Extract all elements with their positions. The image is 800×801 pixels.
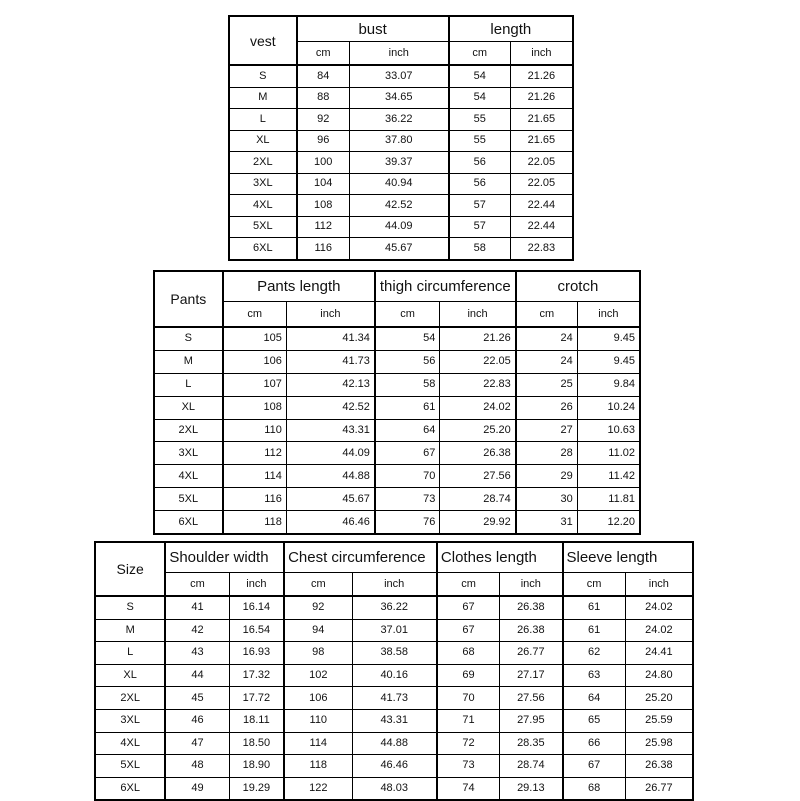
shoulder-width-header: Shoulder width [165, 542, 284, 573]
unit-cm: cm [165, 573, 229, 597]
table-cell: 96 [297, 130, 350, 152]
table-row [154, 419, 640, 442]
size-label: 4XL [95, 732, 165, 755]
table-cell: 71 [437, 709, 500, 732]
table-cell: 49 [165, 777, 229, 800]
table-cell: 28.74 [500, 755, 563, 778]
table-cell: 28.74 [440, 488, 516, 511]
table-cell: 65 [563, 709, 626, 732]
table-cell: 28 [516, 442, 578, 465]
unit-cm: cm [297, 42, 350, 66]
table-cell: 19.29 [229, 777, 284, 800]
size-label: S [229, 65, 297, 87]
table-cell: 69 [437, 664, 500, 687]
table-cell: 73 [437, 755, 500, 778]
table-cell: 55 [449, 109, 511, 131]
table-cell: 107 [223, 373, 287, 396]
table-cell: 26.38 [500, 619, 563, 642]
table-cell: 46 [165, 709, 229, 732]
table-cell: 118 [223, 511, 287, 534]
table-row [229, 216, 573, 238]
table-cell: 37.01 [352, 619, 437, 642]
table-cell: 48 [165, 755, 229, 778]
size-label: 2XL [95, 687, 165, 710]
table-cell: 36.22 [349, 109, 448, 131]
table-cell: 73 [375, 488, 440, 511]
size-label: 6XL [154, 511, 223, 534]
table-cell: 110 [284, 709, 352, 732]
table-cell: 44.88 [286, 465, 375, 488]
size-label: S [95, 596, 165, 619]
table-cell: 112 [223, 442, 287, 465]
table-cell: 67 [375, 442, 440, 465]
unit-inch: inch [352, 573, 437, 597]
size-label: 6XL [95, 777, 165, 800]
size-label: 2XL [154, 419, 223, 442]
table-cell: 106 [223, 350, 287, 373]
table-cell: 27.95 [500, 709, 563, 732]
table-cell: 33.07 [349, 65, 448, 87]
table-cell: 24 [516, 327, 578, 350]
table-cell: 22.83 [510, 238, 573, 260]
length-header: length [449, 16, 573, 42]
size-label: 5XL [95, 755, 165, 778]
table-cell: 64 [375, 419, 440, 442]
table-row [95, 732, 693, 755]
table-cell: 22.44 [510, 195, 573, 217]
table-cell: 43.31 [352, 709, 437, 732]
table-cell: 57 [449, 195, 511, 217]
table-cell: 25.98 [625, 732, 693, 755]
table-cell: 24 [516, 350, 578, 373]
table-cell: 61 [563, 596, 626, 619]
table-cell: 24.02 [625, 619, 693, 642]
table-row [154, 396, 640, 419]
table-cell: 56 [375, 350, 440, 373]
top-size-table [94, 541, 694, 801]
clothes-length-header: Clothes length [437, 542, 563, 573]
table-cell: 25.20 [440, 419, 516, 442]
unit-cm: cm [375, 302, 440, 328]
table-cell: 10.63 [577, 419, 640, 442]
size-label: 3XL [154, 442, 223, 465]
size-label: XL [95, 664, 165, 687]
table-cell: 17.72 [229, 687, 284, 710]
size-label: 6XL [229, 238, 297, 260]
table-row [95, 596, 693, 619]
unit-cm: cm [223, 302, 287, 328]
table-cell: 47 [165, 732, 229, 755]
chest-circumference-header: Chest circumference [284, 542, 437, 573]
table-cell: 41.73 [352, 687, 437, 710]
table-cell: 40.94 [349, 173, 448, 195]
table-cell: 26.38 [440, 442, 516, 465]
table-row [154, 350, 640, 373]
table-cell: 26.77 [500, 642, 563, 665]
table-cell: 67 [563, 755, 626, 778]
size-label: L [154, 373, 223, 396]
table-cell: 92 [297, 109, 350, 131]
table-cell: 116 [223, 488, 287, 511]
table-cell: 84 [297, 65, 350, 87]
table-row [95, 619, 693, 642]
table-cell: 26.38 [625, 755, 693, 778]
size-label: 5XL [154, 488, 223, 511]
table-cell: 41.34 [286, 327, 375, 350]
table-row [229, 173, 573, 195]
crotch-header: crotch [516, 271, 640, 302]
table-cell: 41.73 [286, 350, 375, 373]
table-cell: 44.88 [352, 732, 437, 755]
table-cell: 74 [437, 777, 500, 800]
table-cell: 21.65 [510, 109, 573, 131]
table-cell: 18.50 [229, 732, 284, 755]
table-cell: 26 [516, 396, 578, 419]
table-cell: 88 [297, 87, 350, 109]
table-cell: 9.45 [577, 350, 640, 373]
table-cell: 36.22 [352, 596, 437, 619]
table-cell: 108 [223, 396, 287, 419]
table-cell: 24.02 [440, 396, 516, 419]
pants-length-header: Pants length [223, 271, 375, 302]
unit-inch: inch [440, 302, 516, 328]
size-label: XL [154, 396, 223, 419]
table-row [154, 442, 640, 465]
table-row [95, 687, 693, 710]
table-cell: 72 [437, 732, 500, 755]
table-cell: 17.32 [229, 664, 284, 687]
table-cell: 27 [516, 419, 578, 442]
unit-inch: inch [500, 573, 563, 597]
unit-cm: cm [563, 573, 626, 597]
size-label: 3XL [95, 709, 165, 732]
table-cell: 11.42 [577, 465, 640, 488]
table-cell: 18.90 [229, 755, 284, 778]
table-row [229, 130, 573, 152]
unit-inch: inch [349, 42, 448, 66]
bust-header: bust [297, 16, 449, 42]
table-cell: 98 [284, 642, 352, 665]
table-cell: 56 [449, 173, 511, 195]
table-row [229, 238, 573, 260]
table-cell: 11.02 [577, 442, 640, 465]
unit-inch: inch [286, 302, 375, 328]
unit-inch: inch [577, 302, 640, 328]
table-cell: 114 [284, 732, 352, 755]
table-cell: 70 [437, 687, 500, 710]
table-cell: 45 [165, 687, 229, 710]
table-cell: 54 [449, 87, 511, 109]
table-cell: 42 [165, 619, 229, 642]
table-cell: 100 [297, 152, 350, 174]
table-cell: 122 [284, 777, 352, 800]
size-label: 4XL [154, 465, 223, 488]
unit-inch: inch [625, 573, 693, 597]
table-cell: 22.44 [510, 216, 573, 238]
table-cell: 48.03 [352, 777, 437, 800]
vest-table-title: vest [229, 16, 297, 65]
table-cell: 54 [449, 65, 511, 87]
table-cell: 24.80 [625, 664, 693, 687]
size-label: XL [229, 130, 297, 152]
top-table-title: Size [95, 542, 165, 596]
vest-table-body [229, 65, 573, 260]
table-cell: 62 [563, 642, 626, 665]
table-cell: 56 [449, 152, 511, 174]
pants-table-title: Pants [154, 271, 223, 327]
unit-cm: cm [449, 42, 511, 66]
table-cell: 10.24 [577, 396, 640, 419]
table-cell: 24.41 [625, 642, 693, 665]
size-label: L [95, 642, 165, 665]
table-cell: 58 [375, 373, 440, 396]
table-cell: 25.20 [625, 687, 693, 710]
table-cell: 61 [563, 619, 626, 642]
table-cell: 110 [223, 419, 287, 442]
size-label: M [229, 87, 297, 109]
table-cell: 21.26 [440, 327, 516, 350]
table-cell: 22.05 [510, 173, 573, 195]
table-cell: 61 [375, 396, 440, 419]
table-cell: 29.13 [500, 777, 563, 800]
table-cell: 67 [437, 596, 500, 619]
table-cell: 24.02 [625, 596, 693, 619]
table-cell: 41 [165, 596, 229, 619]
unit-inch: inch [510, 42, 573, 66]
table-cell: 45.67 [286, 488, 375, 511]
table-cell: 16.54 [229, 619, 284, 642]
table-cell: 27.17 [500, 664, 563, 687]
table-row [154, 373, 640, 396]
top-table-body [95, 596, 693, 800]
table-cell: 92 [284, 596, 352, 619]
table-row [95, 664, 693, 687]
table-cell: 104 [297, 173, 350, 195]
unit-inch: inch [229, 573, 284, 597]
table-row [154, 327, 640, 350]
table-cell: 67 [437, 619, 500, 642]
table-row [95, 777, 693, 800]
table-row [229, 195, 573, 217]
size-label: 2XL [229, 152, 297, 174]
table-cell: 76 [375, 511, 440, 534]
table-cell: 22.83 [440, 373, 516, 396]
table-cell: 9.84 [577, 373, 640, 396]
size-label: L [229, 109, 297, 131]
table-cell: 31 [516, 511, 578, 534]
table-cell: 116 [297, 238, 350, 260]
table-cell: 16.14 [229, 596, 284, 619]
table-cell: 40.16 [352, 664, 437, 687]
table-cell: 22.05 [510, 152, 573, 174]
table-cell: 16.93 [229, 642, 284, 665]
table-cell: 43.31 [286, 419, 375, 442]
table-cell: 21.26 [510, 87, 573, 109]
unit-cm: cm [284, 573, 352, 597]
table-row [95, 709, 693, 732]
unit-cm: cm [516, 302, 578, 328]
table-cell: 39.37 [349, 152, 448, 174]
table-cell: 38.58 [352, 642, 437, 665]
table-cell: 70 [375, 465, 440, 488]
table-cell: 34.65 [349, 87, 448, 109]
table-cell: 26.38 [500, 596, 563, 619]
table-cell: 102 [284, 664, 352, 687]
table-cell: 22.05 [440, 350, 516, 373]
size-label: M [95, 619, 165, 642]
unit-cm: cm [437, 573, 500, 597]
table-cell: 21.65 [510, 130, 573, 152]
table-row [229, 152, 573, 174]
table-cell: 28.35 [500, 732, 563, 755]
table-cell: 66 [563, 732, 626, 755]
table-cell: 105 [223, 327, 287, 350]
table-cell: 63 [563, 664, 626, 687]
table-cell: 108 [297, 195, 350, 217]
table-cell: 26.77 [625, 777, 693, 800]
table-cell: 94 [284, 619, 352, 642]
table-cell: 42.13 [286, 373, 375, 396]
sleeve-length-header: Sleeve length [563, 542, 694, 573]
table-row [154, 488, 640, 511]
table-cell: 112 [297, 216, 350, 238]
table-cell: 64 [563, 687, 626, 710]
vest-size-table [228, 15, 574, 261]
table-cell: 55 [449, 130, 511, 152]
table-cell: 29 [516, 465, 578, 488]
table-cell: 21.26 [510, 65, 573, 87]
table-cell: 46.46 [286, 511, 375, 534]
table-cell: 68 [437, 642, 500, 665]
table-cell: 27.56 [440, 465, 516, 488]
table-cell: 68 [563, 777, 626, 800]
table-cell: 18.11 [229, 709, 284, 732]
table-row [95, 755, 693, 778]
table-cell: 11.81 [577, 488, 640, 511]
table-cell: 37.80 [349, 130, 448, 152]
pants-size-table [153, 270, 641, 535]
table-cell: 45.67 [349, 238, 448, 260]
size-label: 5XL [229, 216, 297, 238]
table-row [229, 65, 573, 87]
size-label: 3XL [229, 173, 297, 195]
pants-table-body [154, 327, 640, 534]
table-cell: 44 [165, 664, 229, 687]
table-cell: 46.46 [352, 755, 437, 778]
table-cell: 57 [449, 216, 511, 238]
table-cell: 9.45 [577, 327, 640, 350]
thigh-circumference-header: thigh circumference [375, 271, 516, 302]
table-cell: 43 [165, 642, 229, 665]
table-row [229, 109, 573, 131]
table-cell: 106 [284, 687, 352, 710]
table-cell: 30 [516, 488, 578, 511]
table-cell: 58 [449, 238, 511, 260]
table-cell: 42.52 [286, 396, 375, 419]
table-cell: 12.20 [577, 511, 640, 534]
table-cell: 44.09 [349, 216, 448, 238]
table-row [154, 465, 640, 488]
table-cell: 54 [375, 327, 440, 350]
table-cell: 29.92 [440, 511, 516, 534]
table-cell: 25.59 [625, 709, 693, 732]
table-row [229, 87, 573, 109]
table-cell: 25 [516, 373, 578, 396]
size-label: S [154, 327, 223, 350]
size-label: 4XL [229, 195, 297, 217]
table-cell: 27.56 [500, 687, 563, 710]
table-cell: 114 [223, 465, 287, 488]
table-cell: 118 [284, 755, 352, 778]
table-cell: 42.52 [349, 195, 448, 217]
table-row [95, 642, 693, 665]
table-row [154, 511, 640, 534]
size-label: M [154, 350, 223, 373]
table-cell: 44.09 [286, 442, 375, 465]
